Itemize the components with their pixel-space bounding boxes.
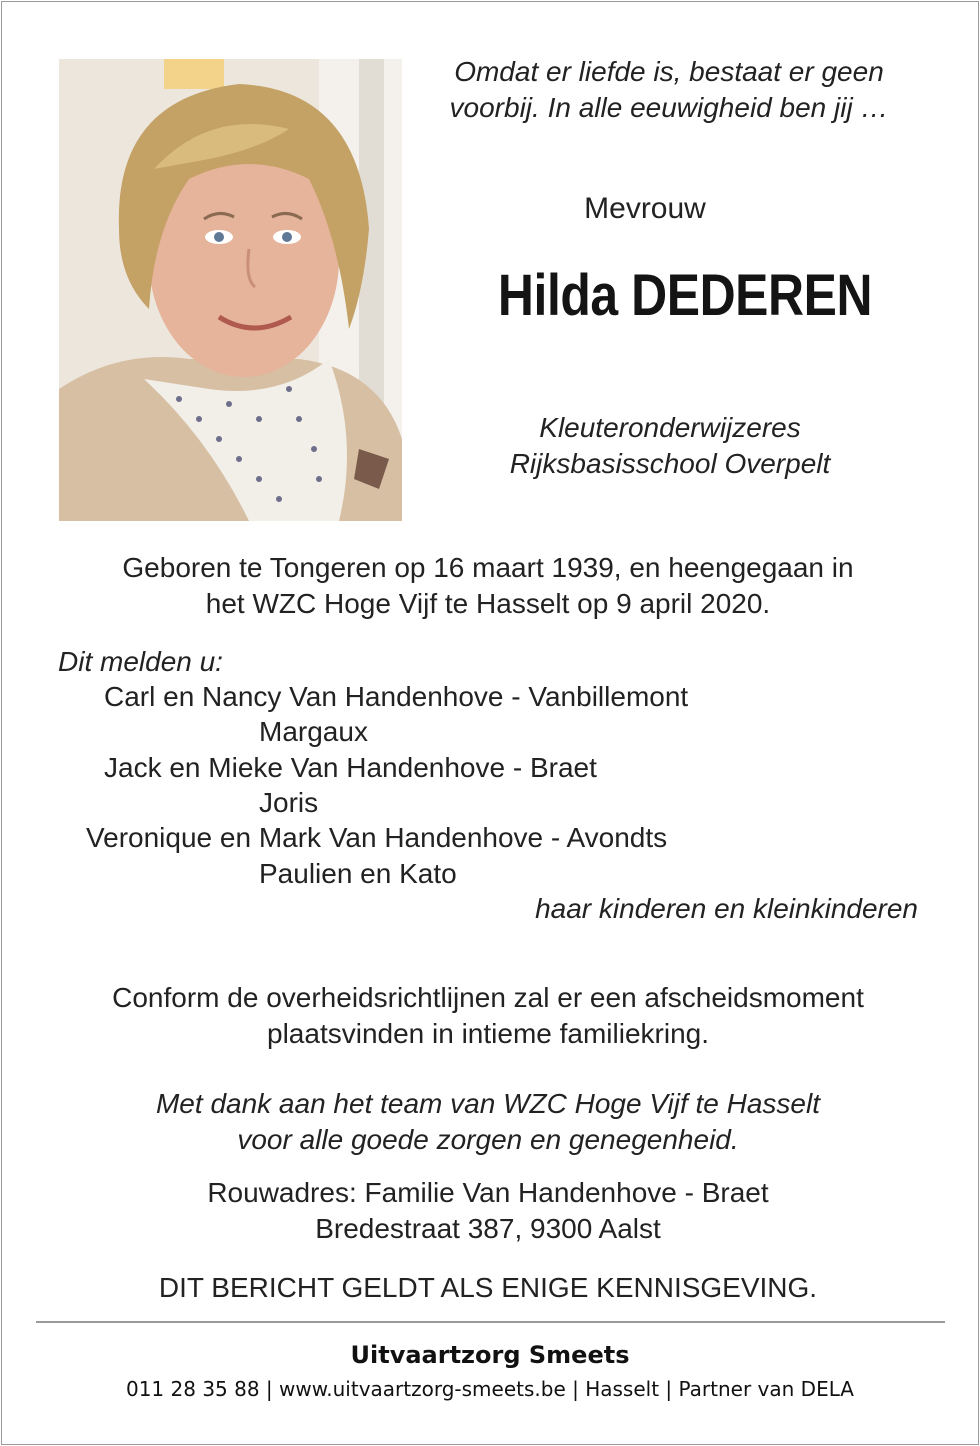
ceremony-info (0, 980, 976, 1052)
undertaker-name: Uitvaartzorg Smeets (350, 1341, 630, 1369)
announcers-relation: haar kinderen en kleinkinderen (535, 893, 918, 924)
announcer-line: Paulien en Kato (259, 858, 457, 889)
thanks-line-2: voor alle goede zorgen en genegenheid. (237, 1124, 739, 1155)
occupation (430, 410, 910, 482)
deceased-name: Hilda DEDEREN (497, 263, 873, 328)
thanks-note (0, 1086, 976, 1158)
ceremony-line-2: plaatsvinden in intieme familiekring. (267, 1018, 709, 1049)
mourning-address (0, 1175, 976, 1247)
thanks-line-1: Met dank aan het team van WZC Hoge Vijf te Hasselt (155, 1088, 820, 1119)
address-line-2: Bredestraat 387, 9300 Aalst (315, 1213, 661, 1244)
official-notice: DIT BERICHT GELDT ALS ENIGE KENNISGEVING. (158, 1272, 818, 1303)
announcer-line: Joris (259, 787, 319, 818)
salutation: Mevrouw (584, 192, 706, 225)
announcer-line: Veronique en Mark Van Handenhove - Avondts (86, 822, 668, 853)
announcer-line: Margaux (259, 716, 368, 747)
undertaker-contact: 011 28 35 88 | www.uitvaartzorg-smeets.be | Hasselt | Partner van DELA (125, 1377, 854, 1401)
footer-divider (36, 1321, 945, 1323)
announcer-line: Jack en Mieke Van Handenhove - Braet (104, 752, 597, 783)
ceremony-line-1: Conform de overheidsrichtlijnen zal er een afscheidsmoment (112, 982, 864, 1013)
announcers-intro: Dit melden u: (58, 646, 223, 677)
quote-line-2: voorbij. In alle eeuwigheid ben jij … (449, 92, 889, 123)
occupation-school: Rijksbasisschool Overpelt (509, 448, 831, 479)
announcer-line: Carl en Nancy Van Handenhove - Vanbillemont (104, 681, 689, 712)
quote-line-1: Omdat er liefde is, bestaat er geen (454, 56, 884, 87)
birth-death-line-1: Geboren te Tongeren op 16 maart 1939, en heengegaan in (122, 552, 854, 583)
occupation-title: Kleuteronderwijzeres (539, 412, 801, 443)
birth-death-info (0, 550, 976, 622)
portrait-photo (59, 59, 402, 521)
memorial-quote (404, 54, 934, 126)
address-line-1: Rouwadres: Familie Van Handenhove - Braet (207, 1177, 769, 1208)
birth-death-line-2: het WZC Hoge Vijf te Hasselt op 9 april 2020. (205, 588, 771, 619)
